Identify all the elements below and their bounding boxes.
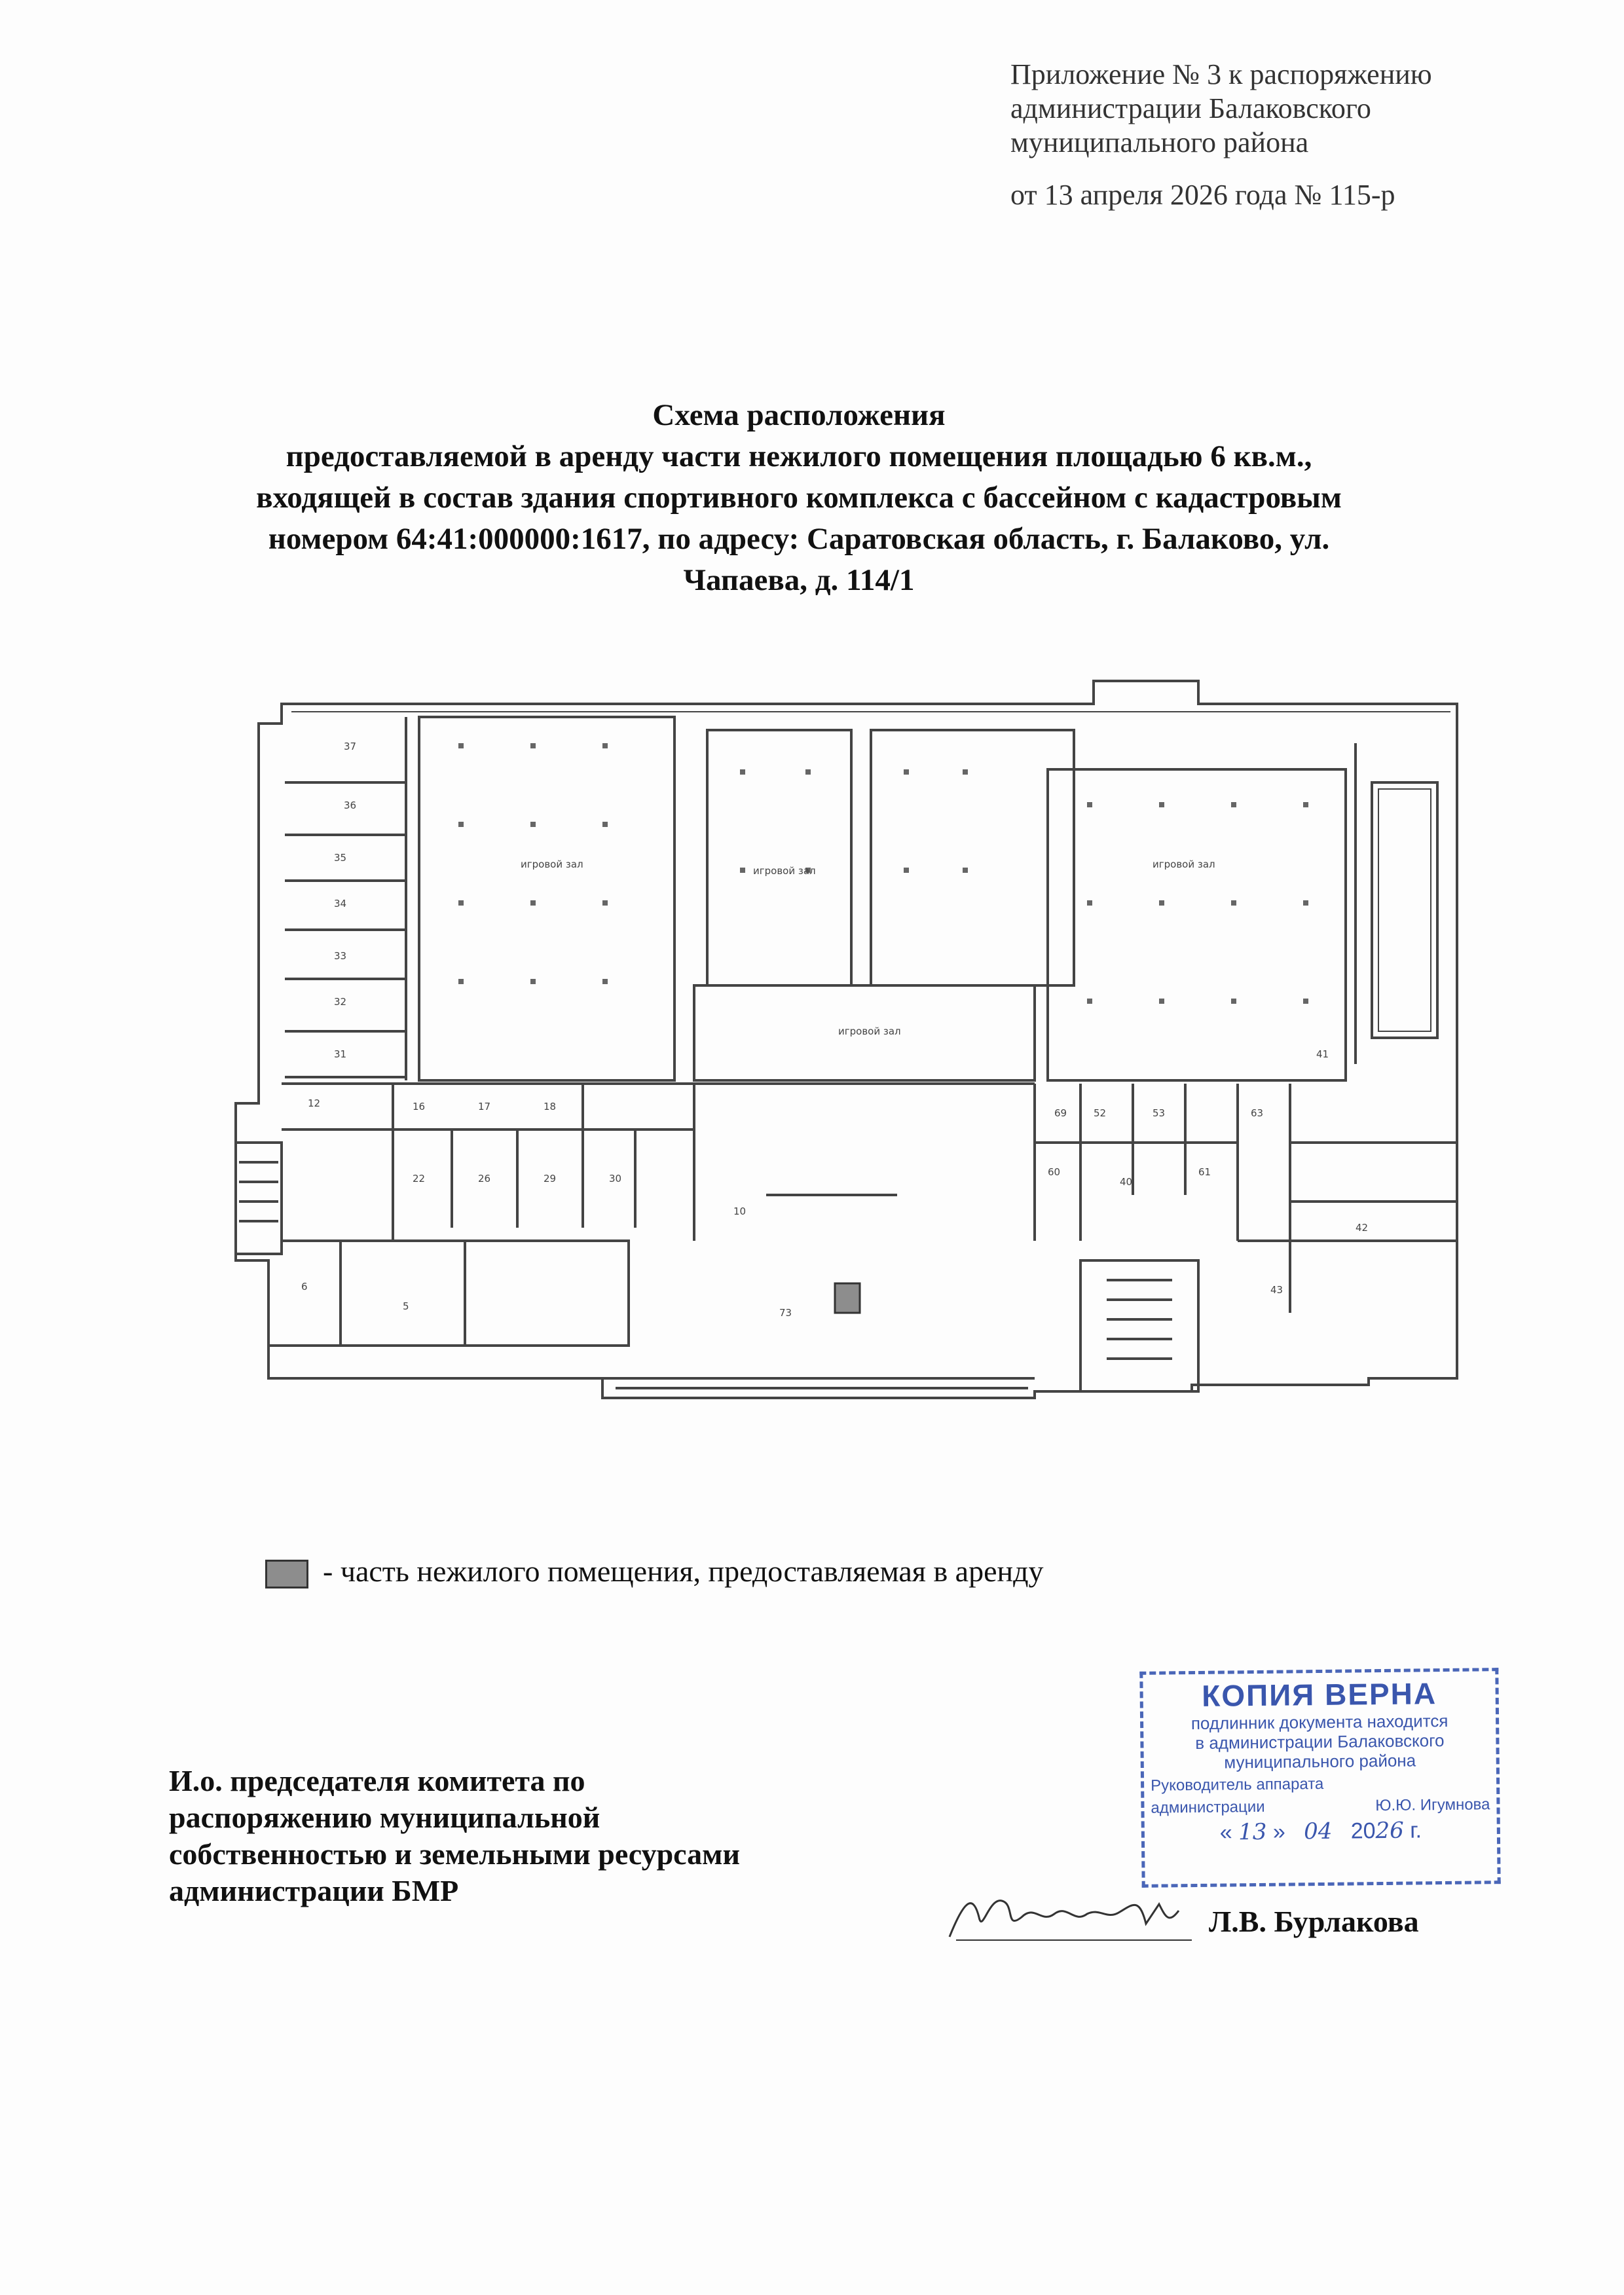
title-line-5: Чапаева, д. 114/1 — [683, 563, 915, 597]
room-number: 32 — [334, 996, 347, 1008]
stamp-role-row — [1144, 1773, 1496, 1795]
annex-date: от 13 апреля 2026 года № 115-р — [1010, 179, 1395, 211]
leased-part-highlight — [835, 1283, 860, 1313]
room-number: 33 — [334, 950, 347, 962]
floor-plan-drawing — [177, 671, 1500, 1434]
room-number: 10 — [733, 1205, 747, 1217]
stamp-line-3: муниципального района — [1224, 1750, 1416, 1772]
signer-block — [169, 1763, 740, 1909]
hall-label-2: игровой зал — [753, 865, 816, 877]
document-title — [170, 395, 1428, 601]
room-number: 34 — [334, 898, 347, 909]
room-number: 5 — [403, 1300, 409, 1312]
floor-plan — [177, 671, 1500, 1434]
room-number: 40 — [1120, 1176, 1133, 1188]
room-number: 31 — [334, 1048, 347, 1060]
hall-label-4: игровой зал — [1153, 858, 1215, 870]
room-number: 42 — [1356, 1222, 1369, 1234]
room-number: 30 — [609, 1173, 622, 1184]
stamp-line-2: в администрации Балаковского — [1195, 1731, 1445, 1753]
room-number: 61 — [1198, 1166, 1211, 1178]
room-number: 69 — [1054, 1107, 1067, 1119]
signer-line-1: И.о. председателя комитета по — [169, 1764, 585, 1797]
title-line-1: Схема расположения — [652, 398, 946, 432]
title-line-3: входящей в состав здания спортивного комплекса с бассейном с кадастровым — [256, 481, 1342, 515]
signer-line-3: собственностью и земельными ресурсами — [169, 1837, 741, 1871]
stamp-year-prefix: 20 — [1350, 1818, 1376, 1844]
stamp-year-unit: г. — [1410, 1818, 1422, 1843]
room-number: 26 — [478, 1173, 491, 1184]
room-number: 43 — [1270, 1284, 1283, 1296]
room-number: 22 — [413, 1173, 426, 1184]
hall-columns — [458, 743, 1308, 1004]
title-line-2: предоставляемой в аренду части нежилого помещения площадью 6 кв.м., — [286, 439, 1312, 473]
stamp-role-2: администрации — [1151, 1797, 1265, 1817]
room-number: 18 — [544, 1101, 557, 1112]
stamp-role: Руководитель аппарата — [1150, 1774, 1324, 1795]
stamp-year-suffix: 26 — [1375, 1817, 1404, 1845]
room-number: 29 — [544, 1173, 557, 1184]
hall-label-1: игровой зал — [521, 858, 583, 870]
stamp-day: 13 — [1238, 1818, 1267, 1846]
room-number: 63 — [1251, 1107, 1264, 1119]
handwritten-signature — [943, 1878, 1205, 1950]
room-number: 53 — [1153, 1107, 1166, 1119]
legend-text: - часть нежилого помещения, предоставляемая в аренду — [323, 1554, 1044, 1588]
room-number: 37 — [344, 741, 357, 752]
stamp-month: 04 — [1303, 1818, 1333, 1845]
room-number: 16 — [413, 1101, 426, 1112]
title-line-4: номером 64:41:000000:1617, по адресу: Саратовская область, г. Балаково, ул. — [268, 522, 1330, 556]
annex-header — [1010, 58, 1547, 212]
stamp-name: Ю.Ю. Игумнова — [1375, 1795, 1490, 1815]
signer-line-4: администрации БМР — [169, 1874, 459, 1907]
plan-labels — [301, 741, 1368, 1319]
annex-line-1: Приложение № 3 к распоряжению — [1010, 58, 1432, 90]
legend-swatch — [265, 1560, 308, 1588]
room-number: 73 — [779, 1307, 792, 1319]
stamp-title: КОПИЯ ВЕРНА — [1201, 1676, 1437, 1713]
room-number: 36 — [344, 799, 357, 811]
room-number: 52 — [1094, 1107, 1107, 1119]
room-number: 12 — [308, 1097, 321, 1109]
stamp-line-1: подлинник документа находится — [1190, 1710, 1449, 1734]
stamp-name-row — [1144, 1795, 1496, 1818]
signer-line-2: распоряжению муниципальной — [169, 1801, 600, 1834]
room-number: 60 — [1048, 1166, 1061, 1178]
room-number: 17 — [478, 1101, 491, 1112]
room-number: 6 — [301, 1281, 308, 1293]
certified-copy-stamp — [1139, 1668, 1500, 1888]
hall-label-3: игровой зал — [838, 1025, 901, 1037]
stamp-date: « 13 » 04 2026 г. — [1219, 1817, 1422, 1846]
annex-line-3: муниципального района — [1010, 126, 1309, 158]
legend — [265, 1553, 1044, 1590]
annex-line-2: администрации Балаковского — [1010, 92, 1371, 124]
room-number: 35 — [334, 852, 347, 864]
signer-name: Л.В. Бурлакова — [1209, 1905, 1419, 1938]
room-number: 41 — [1316, 1048, 1329, 1060]
